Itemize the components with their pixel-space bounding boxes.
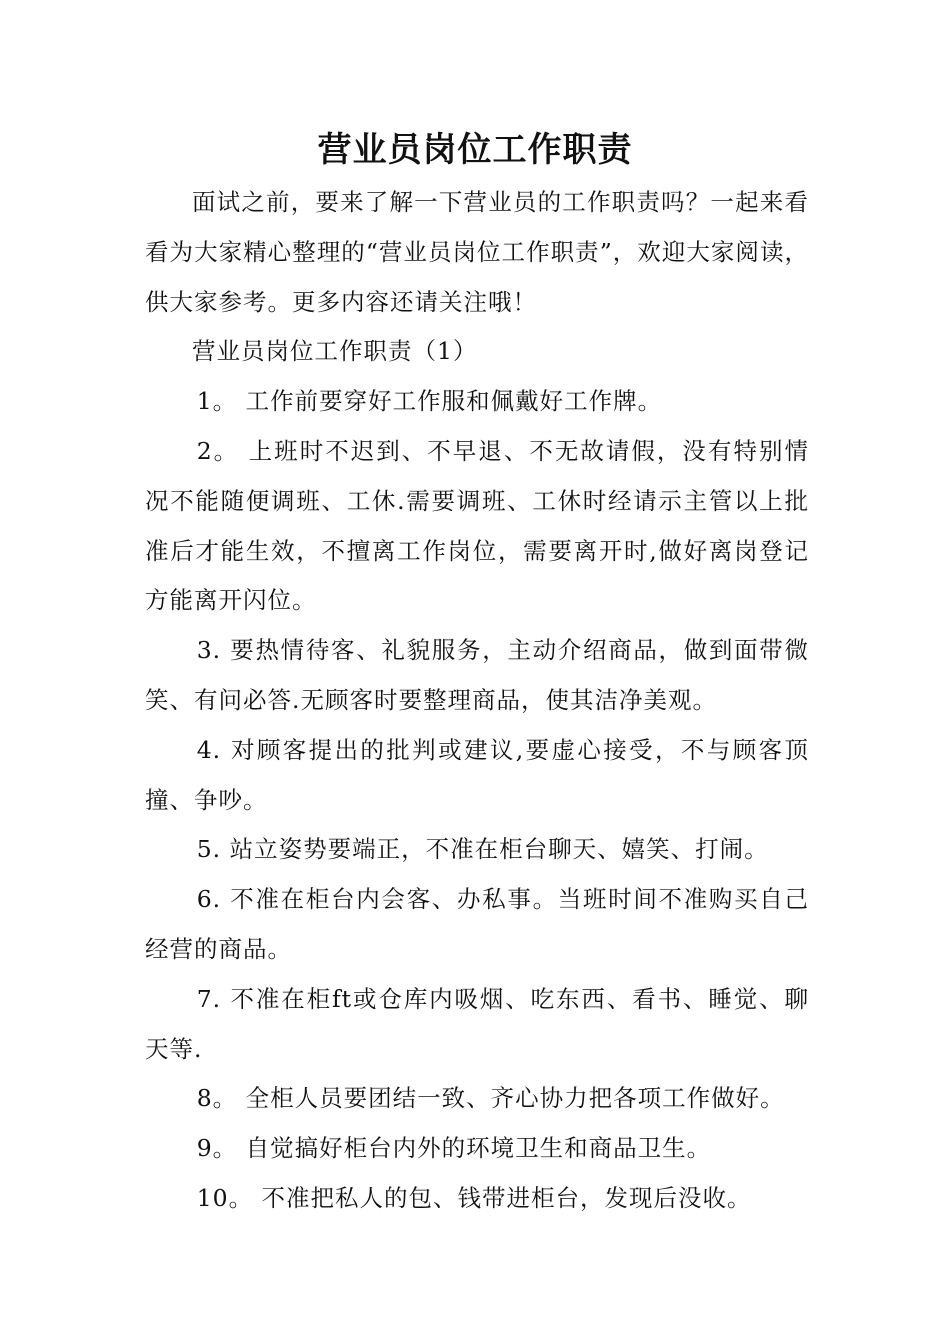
duty-item-6: 6. 不准在柜台内会客、办私事。当班时间不准购买自己经营的商品。 (145, 885, 810, 963)
duty-item-2: 2。 上班时不迟到、不早退、不无故请假，没有特别情况不能随便调班、工休.需要调班、工休时经请示主管以上批准后才能生效，不擅离工作岗位，需要离开时,做好离岗登记方能离开闪位。 (145, 436, 809, 615)
document-body (145, 178, 809, 1224)
duty-item-10: 10。 不准把私人的包、钱带进柜台，发现后没收。 (196, 1183, 752, 1212)
duty-item-1: 1。 工作前要穿好工作服和佩戴好工作牌。 (196, 387, 663, 416)
duty-item-9: 9。 自觉搞好柜台内外的环境卫生和商品卫生。 (196, 1134, 712, 1163)
duty-item-8: 8。 全柜人员要团结一致、齐心协力把各项工作做好。 (196, 1084, 785, 1113)
duty-item-5: 5. 站立姿势要端正，不准在柜台聊天、嬉笑、打闹。 (196, 835, 769, 864)
document-title: 营业员岗位工作职责 (317, 130, 633, 170)
section-heading: 营业员岗位工作职责（1） (192, 337, 478, 366)
duty-item-7: 7. 不准在柜ft或仓库内吸烟、吃东西、看书、睡觉、聊天等. (145, 984, 809, 1063)
duty-item-3: 3. 要热情待客、礼貌服务，主动介绍商品，做到面带微笑、有问必答.无顾客时要整理商品，使其洁净美观。 (145, 636, 810, 714)
duty-item-4: 4. 对顾客提出的批判或建议,要虚心接受，不与顾客顶撞、争吵。 (145, 735, 809, 814)
intro-paragraph: 面试之前，要来了解一下营业员的工作职责吗？一起来看看为大家精心整理的“营业员岗位工作职责”，欢迎大家阅读，供大家参考。更多内容还请关注哦！ (145, 188, 809, 316)
